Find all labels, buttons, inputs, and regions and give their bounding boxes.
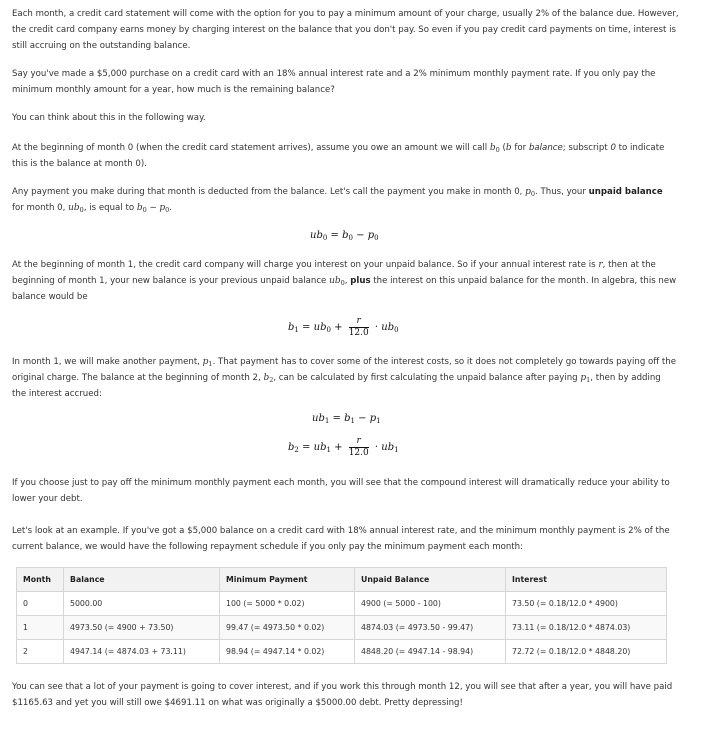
cell-unpaid-balance: 4848.20 (= 4947.14 - 98.94)	[355, 640, 506, 664]
cell-minimum-payment: 100 (= 5000 * 0.02)	[220, 592, 355, 616]
cell-minimum-payment: 98.94 (= 4947.14 * 0.02)	[220, 640, 355, 664]
cell-balance: 4947.14 (= 4874.03 + 73.11)	[64, 640, 220, 664]
cell-month: 2	[17, 640, 64, 664]
cell-month: 0	[17, 592, 64, 616]
cell-balance: 5000.00	[64, 592, 220, 616]
cell-unpaid-balance: 4874.03 (= 4973.50 - 99.47)	[355, 616, 506, 640]
conclusion-paragraph: You can see that a lot of your payment is going to cover interest, and if you work this through month 12, you will see that after a year, you will have paid $1165.63 and yet you will still owe $4691.11 on what was originally a $5000.00 debt. Pretty depressing!	[12, 682, 673, 708]
header-minimum-payment: Minimum Payment	[220, 568, 355, 592]
table-header-row	[17, 568, 667, 592]
month1-paragraph: At the beginning of month 1, the credit card company will charge you interest on your unpaid balance. So if your annual interest rate is r, then at the beginning of month 1, your new balance is your previous unpaid balance $ub_0$, plus the interest on this unpaid balance for the month. In algebra, this new balance would be	[12, 260, 677, 302]
minimum-payment-paragraph: If you choose just to pay off the minimum monthly payment each month, you will see that the compound interest will dramatically reduce your ability to lower your debt.	[12, 478, 670, 504]
cell-minimum-payment: 99.47 (= 4973.50 * 0.02)	[220, 616, 355, 640]
month0-paragraph: At the beginning of month 0 (when the credit card statement arrives), assume you owe an amount we will call $b_0$ (b for balance; subscript 0 to indicate this is the balance at month 0).	[12, 143, 665, 169]
equation-unpaid-balance-1: $ub_1 = b_1 - p_1$	[312, 413, 381, 425]
table-row	[17, 592, 667, 616]
table-row	[17, 616, 667, 640]
scenario-paragraph: Say you've made a $5,000 purchase on a credit card with an 18% annual interest rate and a 2% minimum monthly payment rate. If you only pay the minimum monthly amount for a year, how much is the remaining balance?	[12, 69, 656, 95]
header-unpaid-balance: Unpaid Balance	[355, 568, 506, 592]
header-balance: Balance	[64, 568, 220, 592]
equation-balance-2: $b_2 = ub_1$ + $\frac{r}{12.0}$ · $ub_1$	[288, 436, 399, 458]
payment-paragraph: Any payment you make during that month is deducted from the balance. Let's call the payment you make in month 0, $p_0$. Thus, your unpaid balance for month 0, $ub_0$, is equal to $b_0 - p_0$.	[12, 187, 663, 214]
header-interest: Interest	[506, 568, 667, 592]
interest-rate-fraction: $\frac{r}{12.0}$	[348, 436, 369, 458]
think-paragraph: You can think about this in the following way.	[12, 113, 206, 123]
cell-unpaid-balance: 4900 (= 5000 - 100)	[355, 592, 506, 616]
cell-interest: 72.72 (= 0.18/12.0 * 4848.20)	[506, 640, 667, 664]
equation-balance-1: $b_1 = ub_0$ + $\frac{r}{12.0}$ · $ub_0$	[288, 316, 399, 338]
table-row	[17, 640, 667, 664]
equation-unpaid-balance-0: $ub_0 = b_0 - p_0$	[310, 230, 379, 242]
example-paragraph: Let's look at an example. If you've got a $5,000 balance on a credit card with 18% annual interest rate, and the minimum monthly payment is 2% of the current balance, we would have the following repayment schedule if you only pay the minimum payment each month:	[12, 526, 670, 552]
intro-paragraph: Each month, a credit card statement will come with the option for you to pay a minimum amount of your charge, usually 2% of the balance due. However, the credit card company earns money by charging interest on the balance that you don't pay. So even if you pay credit card payments on time, interest is still accruing on the outstanding balance.	[12, 9, 679, 51]
cell-interest: 73.50 (= 0.18/12.0 * 4900)	[506, 592, 667, 616]
cell-balance: 4973.50 (= 4900 + 73.50)	[64, 616, 220, 640]
header-month: Month	[17, 568, 64, 592]
cell-month: 1	[17, 616, 64, 640]
month2-paragraph: In month 1, we will make another payment, $p_1$. That payment has to cover some of the interest costs, so it does not completely go towards paying off the original charge. The balance at the beginning of month 2, $b_2$, can be calculated by first calculating the unpaid balance after paying $p_1$, then by adding the interest accrued:	[12, 357, 677, 399]
cell-interest: 73.11 (= 0.18/12.0 * 4874.03)	[506, 616, 667, 640]
repayment-schedule-table	[16, 567, 667, 664]
interest-rate-fraction: $\frac{r}{12.0}$	[348, 316, 369, 338]
